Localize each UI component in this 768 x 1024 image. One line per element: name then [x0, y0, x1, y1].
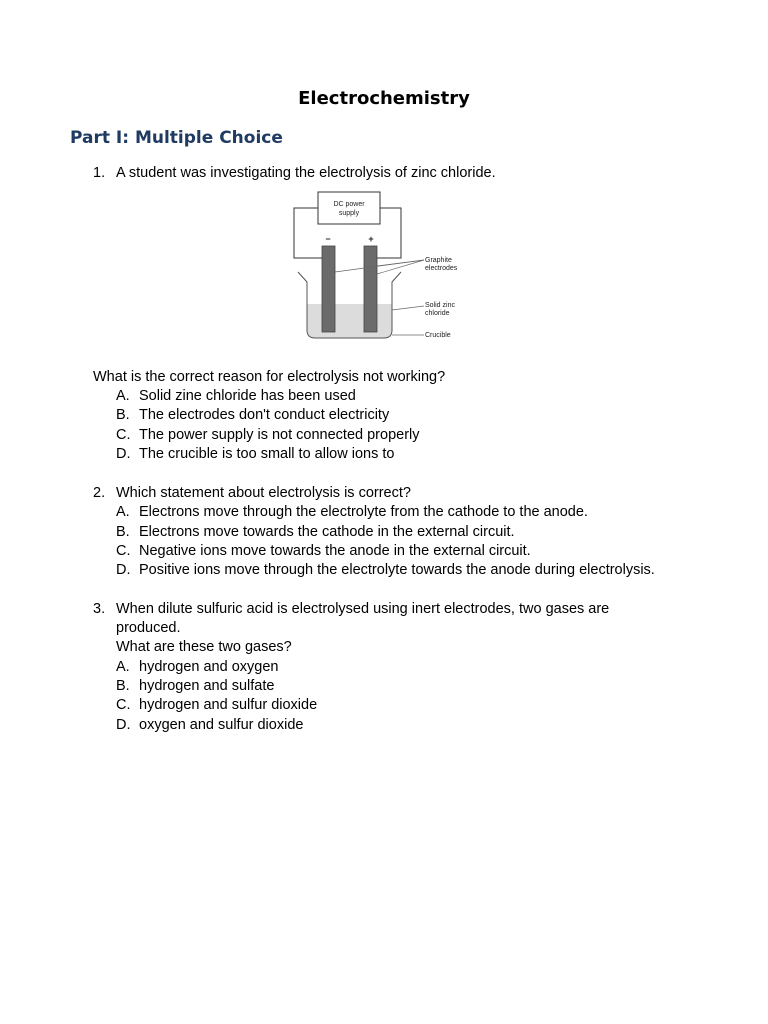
option-text: Electrons move towards the cathode in the external circuit.: [139, 524, 515, 540]
option-text: oxygen and sulfur dioxide: [139, 717, 304, 733]
option-text: The power supply is not connected properly: [139, 427, 420, 443]
option-text: Negative ions move towards the anode in the external circuit.: [139, 543, 531, 559]
question-prompt: What is the correct reason for electrolysis not working?: [93, 369, 446, 385]
graphite-label-1: Graphite: [425, 257, 452, 264]
zinc-chloride-label-2: chloride: [425, 310, 450, 317]
question-number: 3.: [93, 601, 106, 617]
page-title: Electrochemistry: [298, 88, 470, 109]
question-number: 1.: [93, 165, 106, 181]
section-heading: Part I: Multiple Choice: [70, 128, 283, 148]
option-text: Solid zine chloride has been used: [139, 388, 356, 404]
option-text: The crucible is too small to allow ions to: [139, 446, 395, 462]
option-text: Electrons move through the electrolyte from the cathode to the anode.: [139, 504, 588, 520]
power-supply-label-2: supply: [338, 210, 360, 217]
minus-sign: −: [325, 234, 331, 244]
option-text: The electrodes don't conduct electricity: [139, 407, 390, 423]
option-letter: C.: [116, 543, 131, 559]
graphite-label-2: electrodes: [425, 265, 458, 272]
question-text-continued: produced.: [116, 620, 181, 636]
power-supply-box: [318, 192, 380, 224]
option-letter: B.: [116, 678, 130, 694]
option-text: hydrogen and oxygen: [139, 659, 279, 675]
solid-zinc-chloride: [307, 304, 392, 338]
plus-sign: +: [368, 234, 374, 244]
option-letter: B.: [116, 524, 130, 540]
option-letter: A.: [116, 659, 130, 675]
electrolysis-diagram: [288, 188, 468, 348]
option-text: Positive ions move through the electrolyte towards the anode during electrolysis.: [139, 562, 655, 578]
question-prompt: What are these two gases?: [116, 639, 292, 655]
question-text: Which statement about electrolysis is correct?: [116, 485, 411, 501]
option-letter: D.: [116, 446, 131, 462]
question-text: A student was investigating the electrolysis of zinc chloride.: [116, 165, 496, 181]
option-letter: C.: [116, 427, 131, 443]
zinc-chloride-label-1: Solid zinc: [425, 302, 455, 309]
power-supply-label-1: DC power: [333, 201, 365, 208]
question-number: 2.: [93, 485, 106, 501]
option-text: hydrogen and sulfur dioxide: [139, 697, 318, 713]
cathode-electrode: [322, 246, 335, 332]
option-letter: D.: [116, 562, 131, 578]
option-letter: C.: [116, 697, 131, 713]
option-letter: A.: [116, 388, 130, 404]
crucible-label: Crucible: [425, 332, 451, 339]
anode-electrode: [364, 246, 377, 332]
question-text: When dilute sulfuric acid is electrolysed using inert electrodes, two gases are: [116, 601, 610, 617]
option-text: hydrogen and sulfate: [139, 678, 275, 694]
option-letter: A.: [116, 504, 130, 520]
option-letter: B.: [116, 407, 130, 423]
option-letter: D.: [116, 717, 131, 733]
